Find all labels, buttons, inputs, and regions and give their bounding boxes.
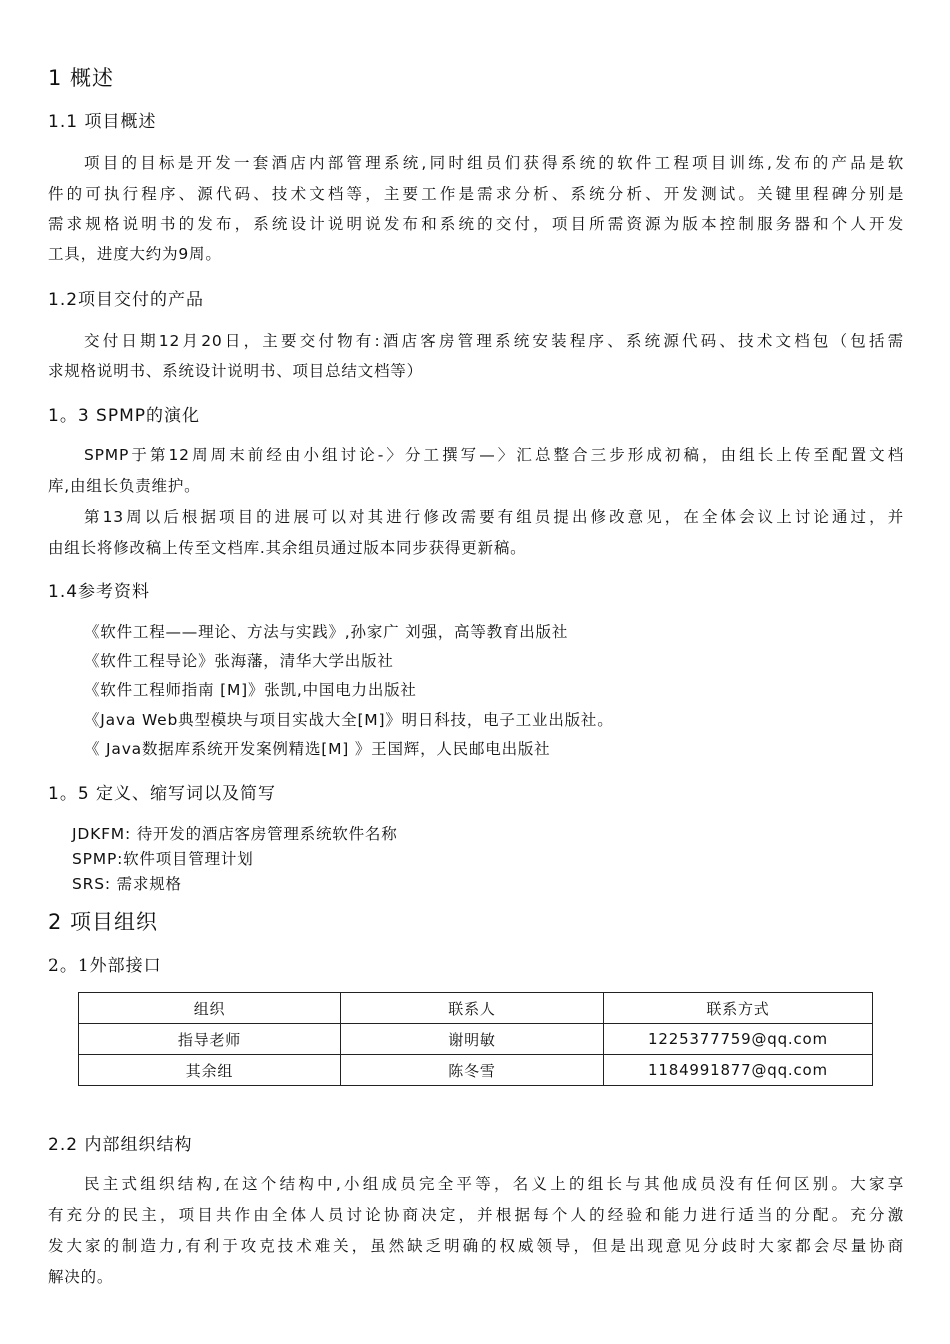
table-cell: 1184991877@qq.com [604, 1055, 873, 1086]
table-cell: 其余组 [79, 1055, 341, 1086]
definition-item: SRS: 需求规格 [72, 875, 182, 893]
section-1-3-heading: 1。3 SPMP的演化 [48, 406, 200, 426]
table-header-cell: 联系方式 [604, 993, 873, 1024]
table-header-row [79, 993, 873, 1024]
table-header-cell: 联系人 [341, 993, 604, 1024]
table-cell: 1225377759@qq.com [604, 1024, 873, 1055]
section-1-heading: 1 概述 [48, 66, 115, 90]
paragraph-line: 工具，进度大约为9周。 [48, 245, 222, 263]
paragraph-line: 项目的目标是开发一套酒店内部管理系统,同时组员们获得系统的软件工程项目训练,发布的产品是软 [84, 154, 904, 172]
section-1-2-heading: 1.2项目交付的产品 [48, 290, 205, 310]
definition-item: SPMP:软件项目管理计划 [72, 850, 254, 868]
table-header-cell: 组织 [79, 993, 341, 1024]
table-cell: 指导老师 [79, 1024, 341, 1055]
paragraph-line: SPMP于第12周周末前经由小组讨论-〉分工撰写—〉汇总整合三步形成初稿，由组长上传至配置文档 [84, 446, 904, 464]
paragraph-line: 第13周以后根据项目的进展可以对其进行修改需要有组员提出修改意见，在全体会议上讨论通过，并 [84, 508, 904, 526]
paragraph-line: 件的可执行程序、源代码、技术文档等，主要工作是需求分析、系统分析、开发测试。关键里程碑分别是 [48, 185, 904, 203]
paragraph-line: 需求规格说明书的发布，系统设计说明说发布和系统的交付，项目所需资源为版本控制服务器和个人开发 [48, 215, 904, 233]
reference-item: 《软件工程——理论、方法与实践》,孙家广 刘强，高等教育出版社 [84, 623, 569, 641]
paragraph-line: 民主式组织结构,在这个结构中,小组成员完全平等，名义上的组长与其他成员没有任何区别。大家享 [84, 1175, 904, 1193]
definition-item: JDKFM: 待开发的酒店客房管理系统软件名称 [72, 825, 398, 843]
section-1-4-heading: 1.4参考资料 [48, 582, 151, 602]
reference-item: 《软件工程师指南 [M]》张凯,中国电力出版社 [84, 681, 417, 699]
reference-item: 《软件工程导论》张海藩，清华大学出版社 [84, 652, 394, 670]
paragraph-line: 求规格说明书、系统设计说明书、项目总结文档等） [48, 362, 423, 380]
reference-item: 《Java Web典型模块与项目实战大全[M]》明日科技，电子工业出版社。 [84, 711, 614, 729]
table-row [79, 1024, 873, 1055]
section-1-1-heading: 1.1 项目概述 [48, 112, 157, 132]
table-cell: 谢明敏 [341, 1024, 604, 1055]
section-1-5-heading: 1。5 定义、缩写词以及简写 [48, 784, 277, 804]
section-2-2-heading: 2.2 内部组织结构 [48, 1135, 193, 1155]
paragraph-line: 有充分的民主，项目共作由全体人员讨论协商决定，并根据每个人的经验和能力进行适当的分配。充分激 [48, 1206, 904, 1224]
table-row [79, 1055, 873, 1086]
paragraph-line: 库,由组长负责维护。 [48, 477, 201, 495]
section-2-heading: 2 项目组织 [48, 910, 159, 934]
paragraph-line: 由组长将修改稿上传至文档库.其余组员通过版本同步获得更新稿。 [48, 539, 527, 557]
paragraph-line: 发大家的制造力,有利于攻克技术难关，虽然缺乏明确的权威领导，但是出现意见分歧时大家都会尽量协商 [48, 1237, 904, 1255]
contact-table [78, 992, 873, 1086]
reference-item: 《 Java数据库系统开发案例精选[M] 》王国辉，人民邮电出版社 [84, 740, 551, 758]
section-2-1-heading: 2。1外部接口 [48, 956, 162, 976]
paragraph-line: 解决的。 [48, 1268, 114, 1286]
table-cell: 陈冬雪 [341, 1055, 604, 1086]
paragraph-line: 交付日期12月20日，主要交付物有:酒店客房管理系统安装程序、系统源代码、技术文档包（包括需 [84, 332, 904, 350]
